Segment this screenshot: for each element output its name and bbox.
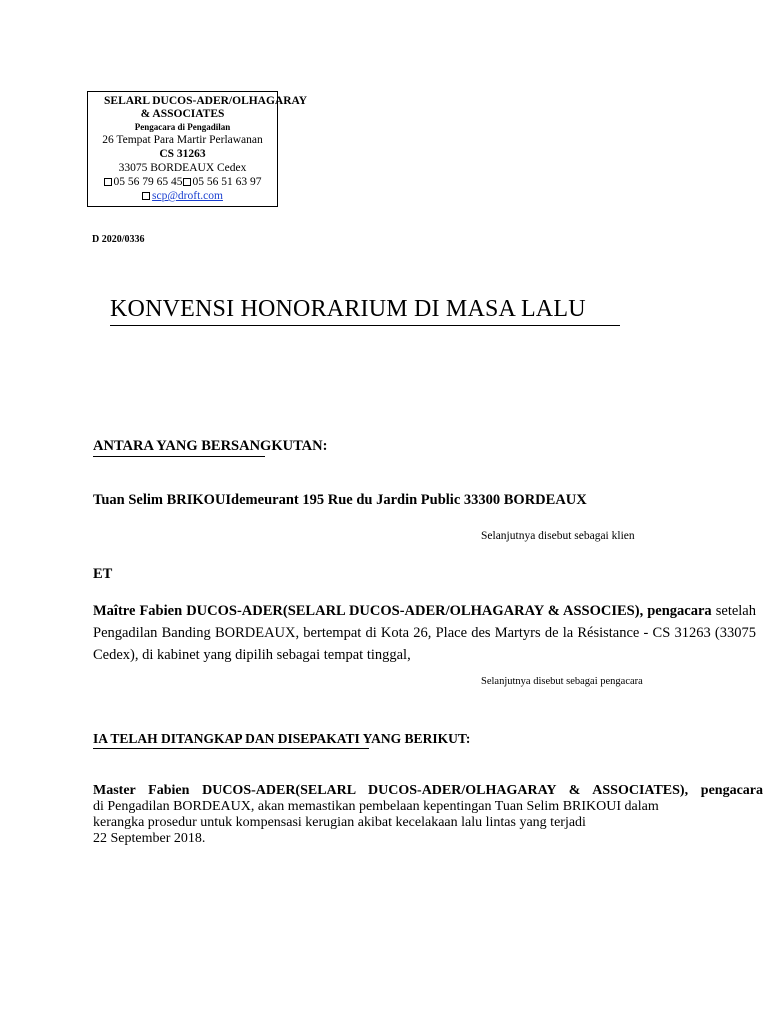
firm-email-row <box>88 189 277 203</box>
party-lawyer-details: setelah Pengadilan Banding BORDEAUX, bertempat di Kota 26, Place des Martyrs de la Résistance - CS 31263 (33075 Cedex), di kabinet yang dipilih sebagai tempat tinggal, <box>93 603 756 663</box>
firm-phone-fax <box>88 175 277 189</box>
firm-address: 26 Tempat Para Martir Perlawanan <box>102 134 263 146</box>
agreed-heading-underline <box>93 748 369 749</box>
body-line-2: kerangka prosedur untuk kompensasi kerugian akibat kecelakaan lalu lintas yang terjadi <box>93 815 586 830</box>
between-heading: ANTARA YANG BERSANGKUTAN: <box>93 438 328 454</box>
party-lawyer <box>93 600 756 666</box>
fax-icon <box>183 178 191 186</box>
firm-phone: 05 56 79 65 45 <box>113 176 183 188</box>
letterhead-box <box>87 91 308 207</box>
phone-icon <box>104 178 112 186</box>
lawyer-note: Selanjutnya disebut sebagai pengacara <box>481 676 643 687</box>
body-paragraph <box>93 783 763 847</box>
between-heading-underline <box>93 456 265 457</box>
firm-city: 33075 BORDEAUX Cedex <box>118 162 247 174</box>
firm-name-associates: & ASSOCIATES <box>140 108 225 120</box>
client-note: Selanjutnya disebut sebagai klien <box>481 530 635 542</box>
document-title: KONVENSI HONORARIUM DI MASA LALU <box>110 296 586 322</box>
body-line-1: di Pengadilan BORDEAUX, akan memastikan pembelaan kepentingan Tuan Selim BRIKOUI dalam <box>93 799 659 814</box>
email-icon <box>142 192 150 200</box>
party-client: Tuan Selim BRIKOUIdemeurant 195 Rue du Jardin Public 33300 BORDEAUX <box>93 492 587 508</box>
firm-cs: CS 31263 <box>159 148 206 160</box>
firm-name: SELARL DUCOS-ADER/OLHAGARAY <box>104 95 308 107</box>
firm-subtitle: Pengacara di Pengadilan <box>134 122 231 132</box>
agreed-heading: IA TELAH DITANGKAP DAN DISEPAKATI YANG BERIKUT: <box>93 731 471 746</box>
body-line-3: 22 September 2018. <box>93 831 206 846</box>
reference-number: D 2020/0336 <box>92 234 145 245</box>
party-lawyer-name: Maître Fabien DUCOS-ADER(SELARL DUCOS-ADER/OLHAGARAY & ASSOCIES), pengacara <box>93 603 712 619</box>
body-bold-line: Master Fabien DUCOS-ADER(SELARL DUCOS-ADER/OLHAGARAY & ASSOCIATES), pengacara <box>93 783 763 798</box>
et-separator: ET <box>93 566 113 582</box>
firm-fax: 05 56 51 63 97 <box>192 176 262 188</box>
title-underline <box>110 325 620 326</box>
firm-email-link[interactable]: scp@droft.com <box>152 190 223 202</box>
